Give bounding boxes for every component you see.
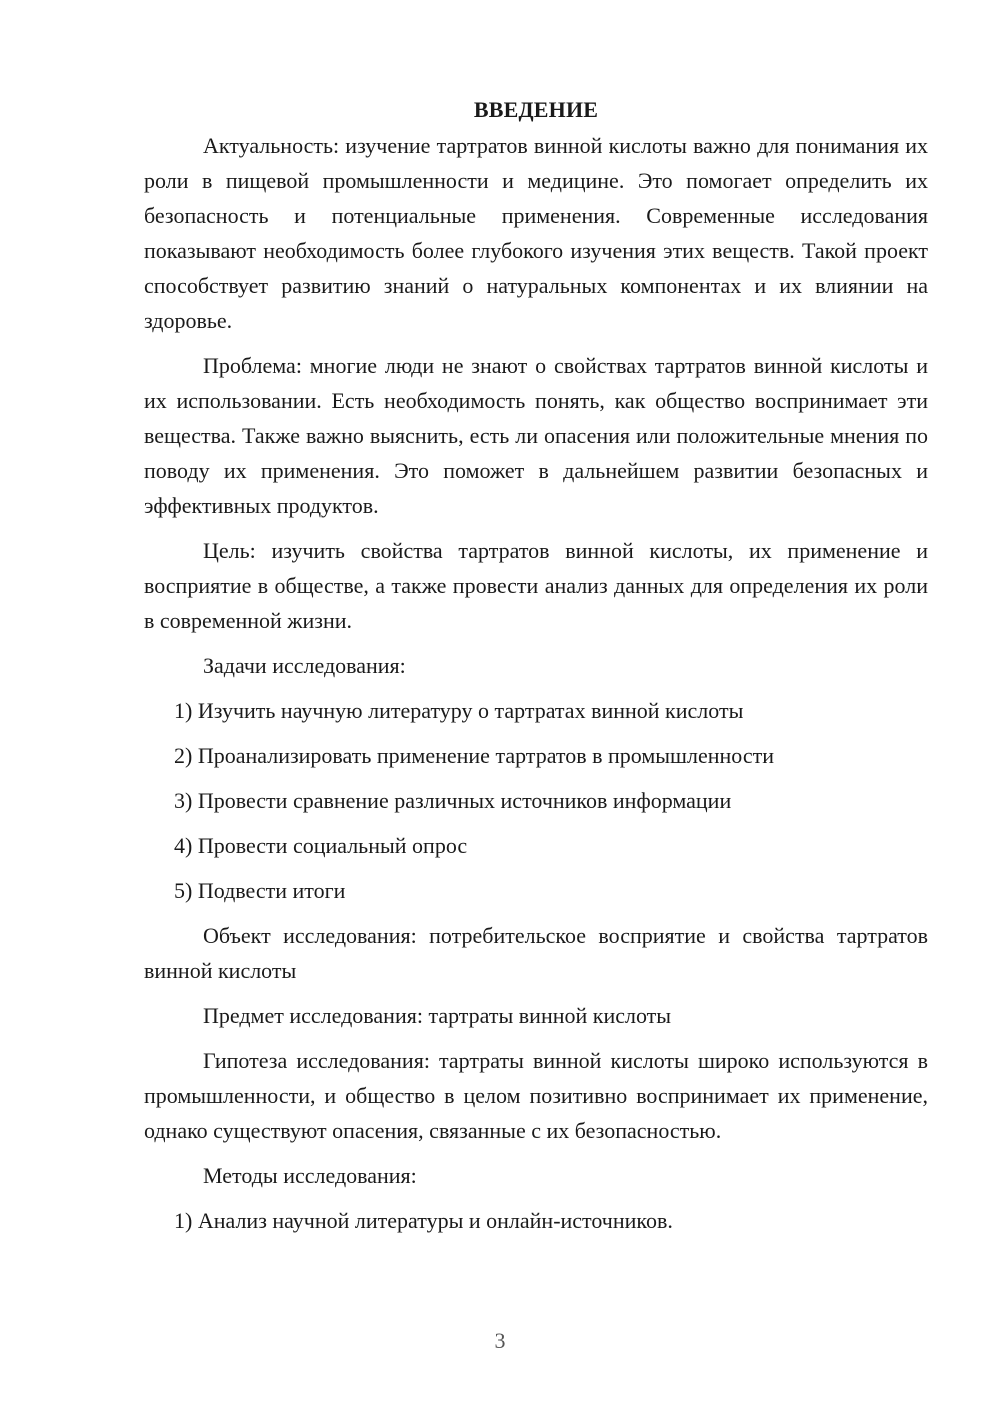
paragraph-relevance: Актуальность: изучение тартратов винной кислоты важно для понимания их роли в пищевой промышленности и медицине. Это помогает определить их безопасность и потенциальные применения. Современные исследования показывают необходимость более глубокого изучения этих веществ. Такой проект способствует развитию знаний о натуральных компонентах и их влиянии на здоровье. xyxy=(144,133,928,333)
list-item: 1) Анализ научной литературы и онлайн-источников. xyxy=(174,1208,673,1233)
tasks-list xyxy=(144,693,928,908)
paragraph-object: Объект исследования: потребительское восприятие и свойства тартратов винной кислоты xyxy=(144,923,928,983)
list-item: 5) Подвести итоги xyxy=(174,878,346,903)
list-item: 4) Провести социальный опрос xyxy=(174,833,468,858)
page-content xyxy=(144,92,928,1248)
list-item: 1) Изучить научную литературу о тартратах винной кислоты xyxy=(174,698,744,723)
paragraph-hypothesis: Гипотеза исследования: тартраты винной кислоты широко используются в промышленности, и общество в целом позитивно воспринимает их применение, однако существуют опасения, связанные с их безопасностью. xyxy=(144,1048,928,1143)
paragraph-problem: Проблема: многие люди не знают о свойствах тартратов винной кислоты и их использовании. Есть необходимость понять, как общество воспринимает эти вещества. Также важно выяснить, есть ли опасения или положительные мнения по поводу их применения. Это поможет в дальнейшем развитии безопасных и эффективных продуктов. xyxy=(144,353,928,518)
paragraph-goal: Цель: изучить свойства тартратов винной кислоты, их применение и восприятие в обществе, а также провести анализ данных для определения их роли в современной жизни. xyxy=(144,538,928,633)
list-item: 2) Проанализировать применение тартратов в промышленности xyxy=(174,743,774,768)
tasks-heading: Задачи исследования: xyxy=(203,653,406,678)
list-item: 3) Провести сравнение различных источников информации xyxy=(174,788,732,813)
page-number: 3 xyxy=(494,1328,506,1353)
methods-heading: Методы исследования: xyxy=(203,1163,417,1188)
paragraph-subject: Предмет исследования: тартраты винной кислоты xyxy=(203,1003,672,1028)
methods-list xyxy=(144,1203,928,1238)
section-title: ВВЕДЕНИЕ xyxy=(473,97,599,122)
